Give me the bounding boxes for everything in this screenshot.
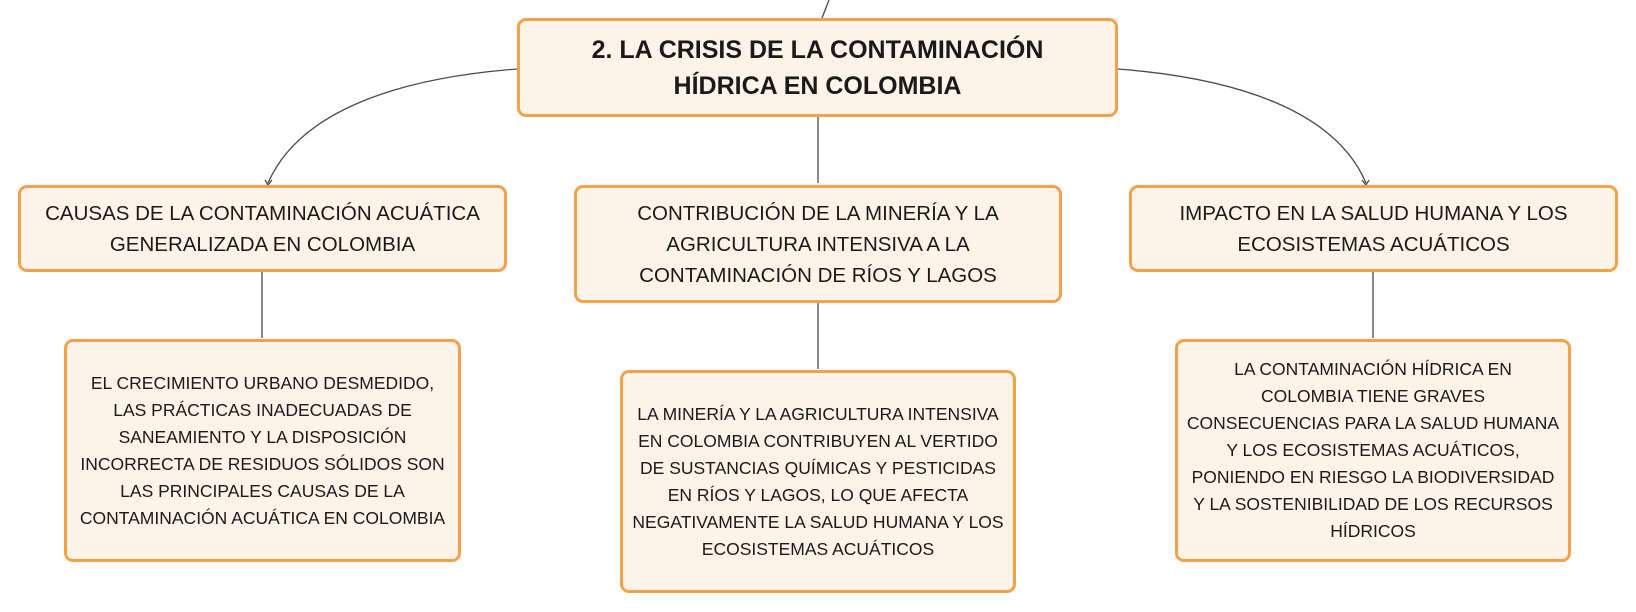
branch-heading-mining-agriculture: CONTRIBUCIÓN DE LA MINERÍA Y LA AGRICULTURA INTENSIVA A LA CONTAMINACIÓN DE RÍOS Y LAGOS [637,201,999,287]
branch-node-impact[interactable] [1129,185,1618,272]
detail-text-causes: EL CRECIMIENTO URBANO DESMEDIDO, LAS PRÁCTICAS INADECUADAS DE SANEAMIENTO Y LA DISPOSICIÓN INCORRECTA DE RESIDUOS SÓLIDOS SON LAS PRINCIPALES CAUSAS DE LA CONTAMINACIÓN ACUÁTICA EN COLOMBIA [79,372,446,528]
detail-text-impact: LA CONTAMINACIÓN HÍDRICA EN COLOMBIA TIENE GRAVES CONSECUENCIAS PARA LA SALUD HUMANA Y LOS ECOSISTEMAS ACUÁTICOS, PONIENDO EN RIESGO LA BIODIVERSIDAD Y LA SOSTENIBILIDAD DE LOS RECURSOS HÍDRICOS [1186,359,1560,541]
root-topic-node[interactable] [517,18,1118,117]
connector-root-to-causes [268,69,517,183]
branch-node-causes[interactable] [18,185,507,272]
detail-text-mining-agriculture: LA MINERÍA Y LA AGRICULTURA INTENSIVA EN COLOMBIA CONTRIBUYEN AL VERTIDO DE SUSTANCIAS QUÍMICAS Y PESTICIDAS EN RÍOS Y LAGOS, LO QUE AFECTA NEGATIVAMENTE LA SALUD HUMANA Y LOS ECOSISTEMAS ACUÁTICOS [632,403,1004,559]
connector-parent-to-root [822,0,829,18]
detail-node-mining-agriculture[interactable] [620,370,1016,593]
branch-heading-causes: CAUSAS DE LA CONTAMINACIÓN ACUÁTICA GENERALIZADA EN COLOMBIA [45,201,480,256]
branch-node-mining-agriculture[interactable] [574,185,1062,303]
detail-node-causes[interactable] [64,339,461,562]
branch-heading-impact: IMPACTO EN LA SALUD HUMANA Y LOS ECOSISTEMAS ACUÁTICOS [1179,201,1568,256]
connector-root-to-impact [1118,69,1366,183]
detail-node-impact[interactable] [1175,339,1571,562]
root-topic-title: 2. LA CRISIS DE LA CONTAMINACIÓN HÍDRICA EN COLOMBIA [591,35,1044,100]
